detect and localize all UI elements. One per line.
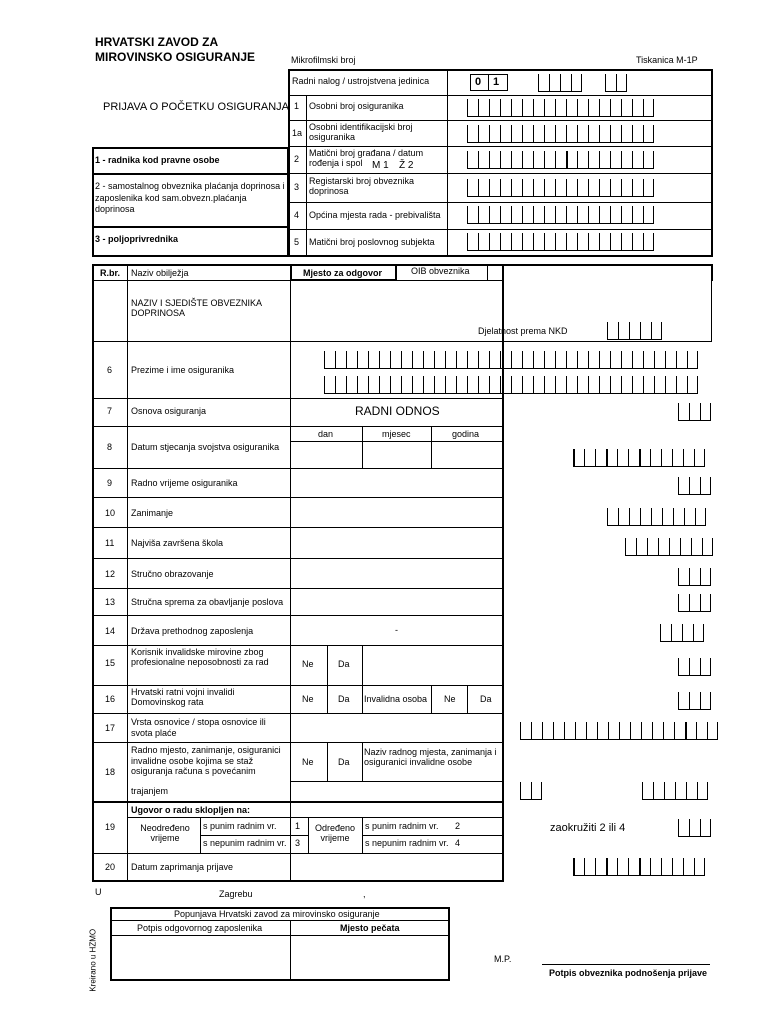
work-order-digit-2: 1 [493, 76, 500, 88]
col-mjesto: Mjesto za odgovor [303, 268, 383, 278]
row-15-no[interactable]: Ne [302, 659, 314, 669]
row-7-label: Osnova osiguranja [131, 406, 207, 416]
row-17-num: 17 [105, 723, 116, 733]
contract-indef-full-code[interactable]: 1 [295, 821, 301, 831]
field-2-female: Ž 2 [399, 160, 414, 171]
org-name-line1: HRVATSKI ZAVOD ZA [95, 35, 219, 49]
row-20-label: Datum zaprimanja prijave [131, 862, 234, 872]
hzmo-title: Popunjava Hrvatski zavod za mirovinsko osiguranje [174, 909, 380, 919]
row-13-code[interactable] [678, 594, 711, 612]
field-1a-label: Osobni identifikacijski broj osiguranika [309, 122, 413, 143]
work-order-digit-1: 0 [475, 76, 482, 88]
footer-obligor-signature: Potpis obveznika podnošenja prijave [549, 968, 708, 978]
row-16-label: Hrvatski ratni vojni invalidi Domovinskog rata [131, 687, 235, 708]
hzmo-signature-label: Potpis odgovornog zaposlenika [137, 923, 263, 933]
footer-u: U [95, 887, 102, 897]
row-18-job-name: Naziv radnog mjesta, zanimanja i osiguranici invalidne osobe [364, 747, 497, 768]
row-12-code[interactable] [678, 568, 711, 586]
row-8-date-boxes[interactable] [573, 449, 705, 467]
row-11-label: Najviša završena škola [131, 538, 224, 548]
row-6-num: 6 [107, 365, 113, 375]
field-2-label: Matični broj građana / datum rođenja i spol [309, 148, 424, 169]
col-naziv: Naziv obilježja [131, 268, 189, 278]
contract-def-full-code[interactable]: 2 [455, 821, 461, 831]
surname-input[interactable] [324, 351, 698, 369]
field-1-num: 1 [294, 101, 300, 111]
row-20-num: 20 [105, 862, 116, 872]
contract-indef-part: s nepunim radnim vr. [203, 838, 287, 848]
row-9-code[interactable] [678, 477, 711, 495]
row-18-code-b[interactable] [642, 782, 708, 800]
row-8-day: dan [318, 429, 334, 439]
form-code: Tiskanica M-1P [636, 55, 698, 65]
option-2[interactable]: 2 - samostalnog obveznika plaćanja doprinosa i zaposlenika kod sam.obvezn.plaćanja doprinosa [95, 181, 285, 215]
hzmo-stamp-label: Mjesto pečata [340, 923, 400, 933]
row-16-disabled-yes[interactable]: Da [480, 694, 492, 704]
field-3-input[interactable] [467, 179, 654, 197]
row-11-num: 11 [105, 538, 115, 548]
row-14-num: 14 [105, 626, 116, 636]
field-4-input[interactable] [467, 206, 654, 224]
row-14-code[interactable] [660, 624, 704, 642]
row-12-label: Stručno obrazovanje [131, 569, 214, 579]
row-15-num: 15 [105, 658, 116, 668]
work-order-label: Radni nalog / ustrojstvena jedinica [292, 76, 430, 86]
field-3-num: 3 [294, 182, 300, 192]
row-17-amount[interactable] [520, 722, 718, 740]
row-13-num: 13 [105, 597, 116, 607]
row-16-no[interactable]: Ne [302, 694, 314, 704]
row-8-year: godina [452, 429, 480, 439]
footer-comma: , [363, 889, 366, 899]
option-3[interactable]: 3 - poljoprivrednika [95, 234, 179, 244]
work-order-boxes-2[interactable] [605, 74, 627, 92]
contract-indef-full: s punim radnim vr. [203, 821, 277, 831]
col-oib: OIB obveznika [411, 266, 470, 276]
nkd-label: Djelatnost prema NKD [478, 326, 568, 336]
row-19-num: 19 [105, 822, 116, 832]
row-8-month: mjesec [382, 429, 411, 439]
row-18-label3: trajanjem [131, 786, 169, 796]
option-1[interactable]: 1 - radnika kod pravne osobe [95, 155, 220, 165]
field-5-num: 5 [294, 237, 300, 247]
row-13-label: Stručna sprema za obavljanje poslova [131, 597, 284, 607]
contract-definite: Određeno vrijeme [314, 823, 356, 844]
row-18-label2: invalidne osobe kojima se staž osiguranja računa s povećanim [131, 756, 256, 777]
footer-mp: M.P. [494, 954, 512, 964]
row-17-label1: Vrsta osnovice / stopa osnovice ili [131, 717, 266, 727]
employer-label: NAZIV I SJEDIŠTE OBVEZNIKA DOPRINOSA [131, 298, 262, 319]
row-19-note: zaokružiti 2 ili 4 [550, 822, 626, 834]
field-5-input[interactable] [467, 233, 654, 251]
name-input[interactable] [324, 376, 698, 394]
row-19-code[interactable] [678, 819, 711, 837]
row-18-label1: Radno mjesto, zanimanje, osiguranici [131, 745, 281, 755]
field-4-num: 4 [294, 210, 300, 220]
row-16-disabled-no[interactable]: Ne [444, 694, 456, 704]
row-11-code[interactable] [625, 538, 713, 556]
row-16-disabled-label: Invalidna osoba [364, 694, 428, 704]
row-8-num: 8 [107, 442, 113, 452]
row-18-num: 18 [105, 767, 116, 777]
row-7-num: 7 [107, 406, 113, 416]
row-18-yes[interactable]: Da [338, 757, 350, 767]
row-8-label: Datum stjecanja svojstva osiguranika [131, 442, 280, 452]
row-19-label: Ugovor o radu sklopljen na: [131, 805, 251, 815]
row-20-date-boxes[interactable] [573, 858, 705, 876]
field-2-num: 2 [294, 154, 300, 164]
microfilm-label: Mikrofilmski broj [291, 55, 356, 65]
row-15-yes[interactable]: Da [338, 659, 350, 669]
row-18-no[interactable]: Ne [302, 757, 314, 767]
work-order-boxes[interactable] [538, 74, 582, 92]
row-15-code[interactable] [678, 658, 711, 676]
contract-indefinite: Neodređeno vrijeme [140, 823, 190, 844]
field-2-male: M 1 [372, 160, 389, 171]
org-name-line2: MIROVINSKO OSIGURANJE [95, 50, 256, 64]
row-16-yes[interactable]: Da [338, 694, 350, 704]
contract-indef-part-code[interactable]: 3 [295, 838, 301, 848]
field-4-label: Općina mjesta rada - prebivališta [309, 210, 441, 220]
field-1-label: Osobni broj osiguranika [309, 101, 404, 111]
row-18-code-a[interactable] [520, 782, 542, 800]
row-7-value: RADNI ODNOS [355, 404, 440, 418]
row-7-code[interactable] [678, 403, 711, 421]
contract-def-part-code[interactable]: 4 [455, 838, 461, 848]
form-title: PRIJAVA O POČETKU OSIGURANJA [103, 101, 290, 113]
field-2-input[interactable] [467, 151, 654, 169]
row-10-code[interactable] [607, 508, 706, 526]
col-rbr: R.br. [100, 268, 121, 278]
row-10-label: Zanimanje [131, 508, 174, 518]
row-16-code[interactable] [678, 692, 711, 710]
row-16-num: 16 [105, 694, 116, 704]
row-14-value: - [395, 625, 398, 635]
row-6-label: Prezime i ime osiguranika [131, 365, 235, 375]
field-3-label: Registarski broj obveznika doprinosa [309, 176, 415, 197]
row-12-num: 12 [105, 569, 116, 579]
field-1a-num: 1a [292, 128, 303, 138]
field-1a-input[interactable] [467, 125, 654, 143]
field-1-input[interactable] [467, 99, 654, 117]
contract-def-part: s nepunim radnim vr. [365, 838, 449, 848]
contract-def-full: s punim radnim vr. [365, 821, 439, 831]
row-17-label2: svota plaće [131, 728, 177, 738]
created-in-hzmo: Kreirano u HZMO [88, 928, 98, 992]
row-15-label: Korisnik invalidske mirovine zbog profesionalne neposobnosti za rad [131, 647, 269, 668]
row-14-label: Država prethodnog zaposlenja [131, 626, 254, 636]
footer-place: Zagrebu [219, 889, 253, 899]
row-9-num: 9 [107, 478, 113, 488]
field-5-label: Matični broj poslovnog subjekta [309, 237, 435, 247]
row-9-label: Radno vrijeme osiguranika [131, 478, 238, 488]
nkd-input[interactable] [607, 322, 662, 340]
row-10-num: 10 [105, 508, 116, 518]
